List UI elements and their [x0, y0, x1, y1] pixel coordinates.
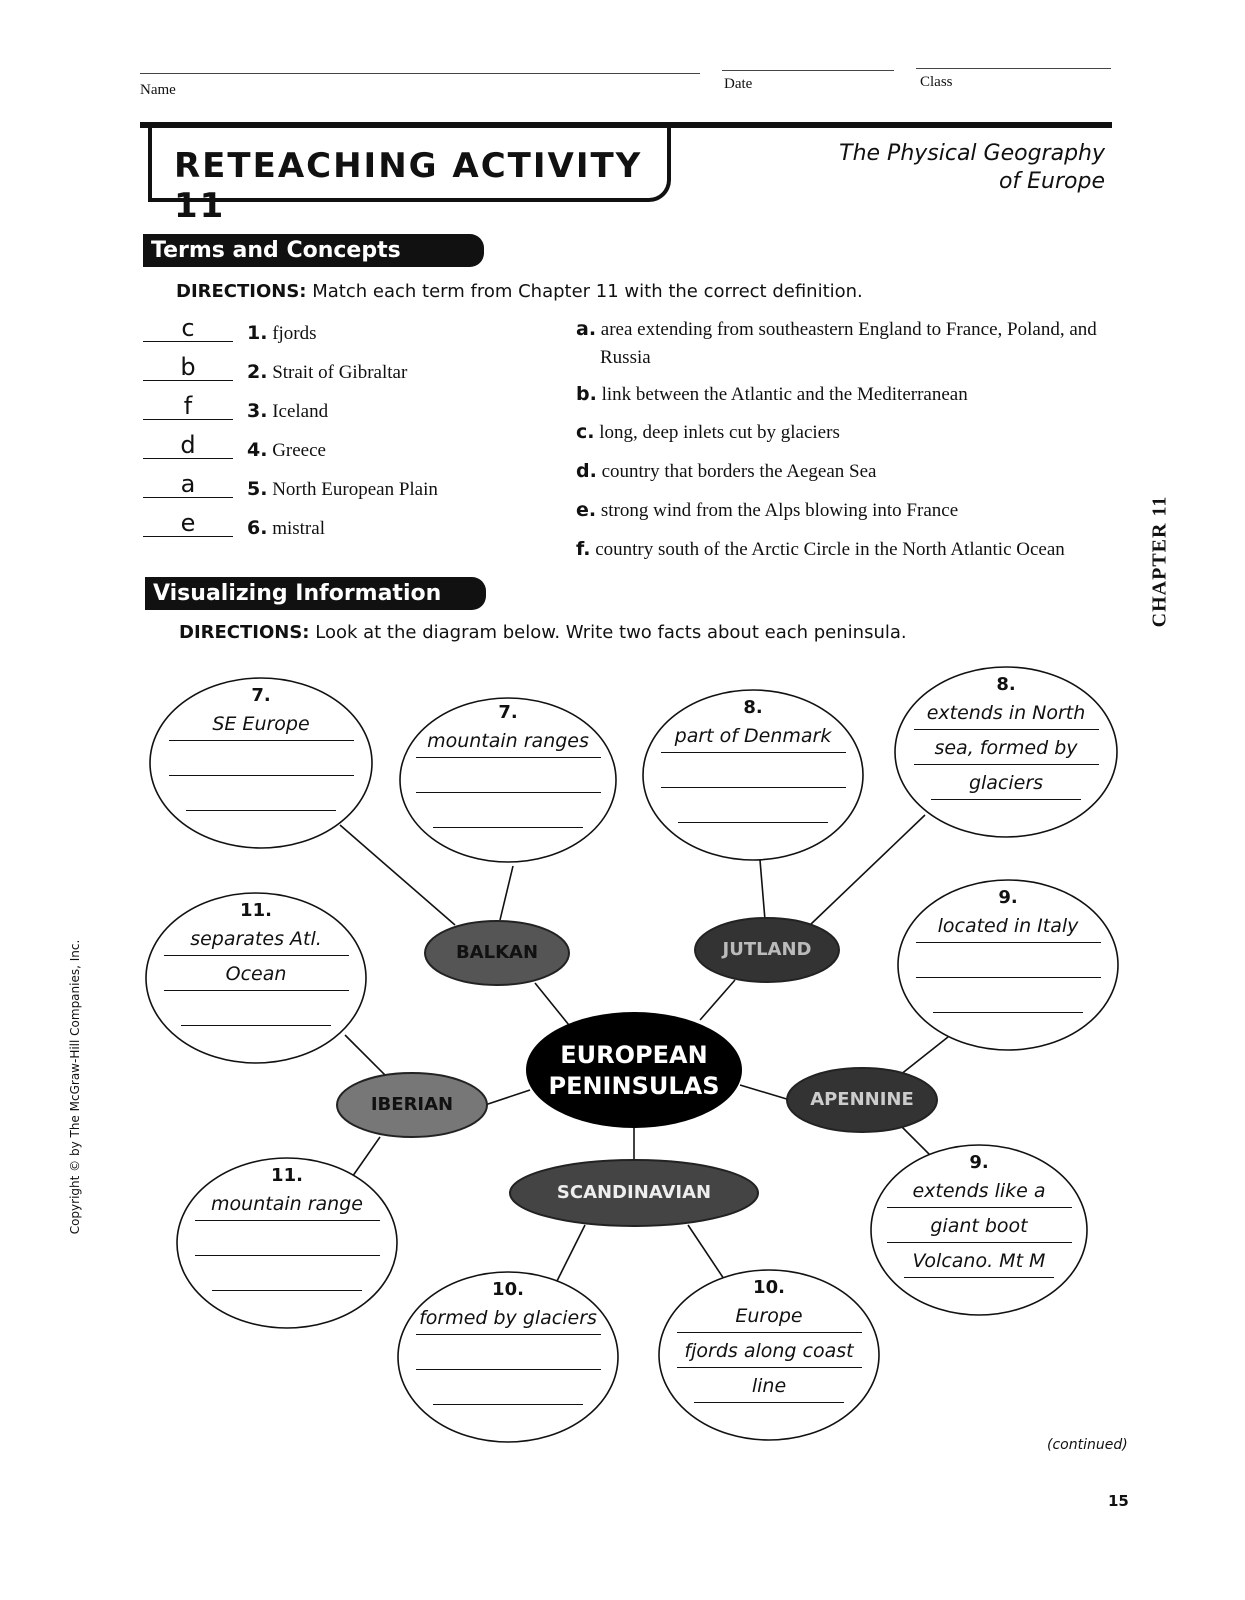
- answer-line[interactable]: mountain range: [195, 1186, 380, 1221]
- center-label: EUROPEAN: [560, 1041, 708, 1069]
- bubble-number: 8.: [743, 697, 763, 718]
- peninsula-iberian: IBERIAN: [370, 1094, 454, 1115]
- answer-blank[interactable]: c: [143, 315, 233, 342]
- answer-line[interactable]: [195, 1221, 380, 1256]
- visualizing-heading: Visualizing Information: [145, 577, 486, 610]
- answer-line[interactable]: sea, formed by: [914, 730, 1099, 765]
- directions-label: DIRECTIONS:: [179, 622, 310, 643]
- connector: [485, 1090, 530, 1105]
- fact-bubble: [161, 685, 361, 811]
- answer-line[interactable]: separates Atl.: [164, 921, 349, 956]
- bubble-number: 11.: [240, 900, 272, 921]
- fact-bubble: [156, 900, 356, 1026]
- answer-line[interactable]: part of Denmark: [661, 718, 846, 753]
- directions-text: Match each term from Chapter 11 with the correct definition.: [306, 281, 863, 302]
- bubble-number: 8.: [996, 674, 1016, 695]
- center-label: PENINSULAS: [548, 1072, 720, 1100]
- answer-line[interactable]: [186, 776, 336, 811]
- term-text: Iceland: [272, 401, 329, 422]
- term-text: Strait of Gibraltar: [272, 362, 408, 383]
- fact-bubble: [408, 1279, 608, 1405]
- answer-line[interactable]: [661, 753, 846, 788]
- definition-letter: a.: [576, 318, 597, 340]
- peninsula-scandinavian: SCANDINAVIAN: [556, 1182, 712, 1203]
- peninsula-jutland: JUTLAND: [722, 939, 812, 960]
- definition-text: country that borders the Aegean Sea: [601, 461, 877, 482]
- bubble-number: 11.: [271, 1165, 303, 1186]
- answer-blank[interactable]: b: [143, 354, 233, 381]
- answer-line[interactable]: [416, 758, 601, 793]
- definition-text: area extending from southeastern England to France, Poland, and Russia: [600, 319, 1097, 368]
- answer-line[interactable]: [181, 991, 331, 1026]
- term-text: fjords: [272, 323, 317, 344]
- bubble-number: 7.: [498, 702, 518, 723]
- fact-bubble: [408, 702, 608, 828]
- answer-line[interactable]: extends in North: [914, 695, 1099, 730]
- fact-bubble: [187, 1165, 387, 1291]
- definition-letter: c.: [576, 421, 595, 443]
- answer-line[interactable]: line: [694, 1368, 844, 1403]
- connector: [688, 1225, 728, 1285]
- page-title: RETEACHING ACTIVITY 11: [174, 146, 643, 226]
- answer-line[interactable]: [678, 788, 828, 823]
- term-number: 1.: [247, 322, 268, 344]
- connector: [345, 1035, 390, 1080]
- term-number: 2.: [247, 361, 268, 383]
- bubble-number: 7.: [251, 685, 271, 706]
- fact-bubble: [879, 1152, 1079, 1278]
- directions-text: Look at the diagram below. Write two facts about each peninsula.: [309, 622, 907, 643]
- definition-letter: b.: [576, 383, 597, 405]
- peninsula-apennine: APENNINE: [810, 1089, 914, 1110]
- fact-bubble: [653, 697, 853, 823]
- answer-line[interactable]: SE Europe: [169, 706, 354, 741]
- answer-line[interactable]: mountain ranges: [416, 723, 601, 758]
- answer-line[interactable]: extends like a: [887, 1173, 1072, 1208]
- class-label: Class: [920, 74, 953, 90]
- term-number: 5.: [247, 478, 268, 500]
- answer-line[interactable]: located in Italy: [916, 908, 1101, 943]
- term-text: mistral: [272, 518, 325, 539]
- peninsula-balkan: BALKAN: [455, 942, 539, 963]
- subtitle-line: The Physical Geography: [839, 141, 1105, 166]
- fact-bubble: [908, 887, 1108, 1013]
- chapter-tab: [1140, 490, 1180, 650]
- chapter-tab-label: CHAPTER 11: [1148, 495, 1171, 628]
- page-number: 15: [1108, 1492, 1129, 1510]
- answer-line[interactable]: [212, 1256, 362, 1291]
- subtitle-line: of Europe: [998, 169, 1105, 194]
- definition-text: link between the Atlantic and the Mediterranean: [601, 384, 968, 405]
- connector: [535, 983, 573, 1030]
- definition-text: country south of the Arctic Circle in the North Atlantic Ocean: [595, 539, 1065, 560]
- answer-line[interactable]: [169, 741, 354, 776]
- term-text: North European Plain: [272, 479, 438, 500]
- answer-blank[interactable]: f: [143, 393, 233, 420]
- connector: [555, 1225, 585, 1285]
- answer-line[interactable]: [416, 1335, 601, 1370]
- connector: [760, 860, 765, 920]
- copyright: Copyright © by The McGraw-Hill Companies, Inc.: [68, 939, 82, 1235]
- continued-note: (continued): [1047, 1437, 1128, 1453]
- definition-letter: d.: [576, 460, 597, 482]
- answer-line[interactable]: [433, 1370, 583, 1405]
- connector: [700, 980, 735, 1020]
- directions-label: DIRECTIONS:: [176, 281, 307, 302]
- connector: [500, 866, 513, 920]
- bubble-number: 10.: [753, 1277, 785, 1298]
- answer-line[interactable]: Volcano. Mt M: [904, 1243, 1054, 1278]
- answer-blank[interactable]: e: [143, 510, 233, 537]
- center-node: [526, 1040, 742, 1102]
- term-number: 6.: [247, 517, 268, 539]
- answer-line[interactable]: fjords along coast: [677, 1333, 862, 1368]
- answer-line[interactable]: Europe: [677, 1298, 862, 1333]
- fact-bubble: [669, 1277, 869, 1403]
- terms-heading: Terms and Concepts: [143, 234, 484, 267]
- answer-line[interactable]: [433, 793, 583, 828]
- bubble-number: 10.: [492, 1279, 524, 1300]
- answer-blank[interactable]: a: [143, 471, 233, 498]
- answer-line[interactable]: [933, 978, 1083, 1013]
- date-label: Date: [724, 76, 753, 92]
- connector: [740, 1085, 790, 1100]
- definition-text: strong wind from the Alps blowing into France: [600, 500, 959, 521]
- bubble-number: 9.: [998, 887, 1018, 908]
- connector: [900, 1037, 948, 1075]
- answer-line[interactable]: giant boot: [887, 1208, 1072, 1243]
- term-number: 3.: [247, 400, 268, 422]
- definition-letter: f.: [576, 538, 591, 560]
- bubble-number: 9.: [969, 1152, 989, 1173]
- answer-line[interactable]: formed by glaciers: [416, 1300, 601, 1335]
- term-text: Greece: [272, 440, 326, 461]
- definition-letter: e.: [576, 499, 597, 521]
- name-label: Name: [140, 82, 176, 98]
- fact-bubble: [906, 674, 1106, 800]
- answer-line[interactable]: Ocean: [164, 956, 349, 991]
- answer-line[interactable]: [916, 943, 1101, 978]
- term-number: 4.: [247, 439, 268, 461]
- answer-blank[interactable]: d: [143, 432, 233, 459]
- definition-text: long, deep inlets cut by glaciers: [599, 422, 840, 443]
- answer-line[interactable]: glaciers: [931, 765, 1081, 800]
